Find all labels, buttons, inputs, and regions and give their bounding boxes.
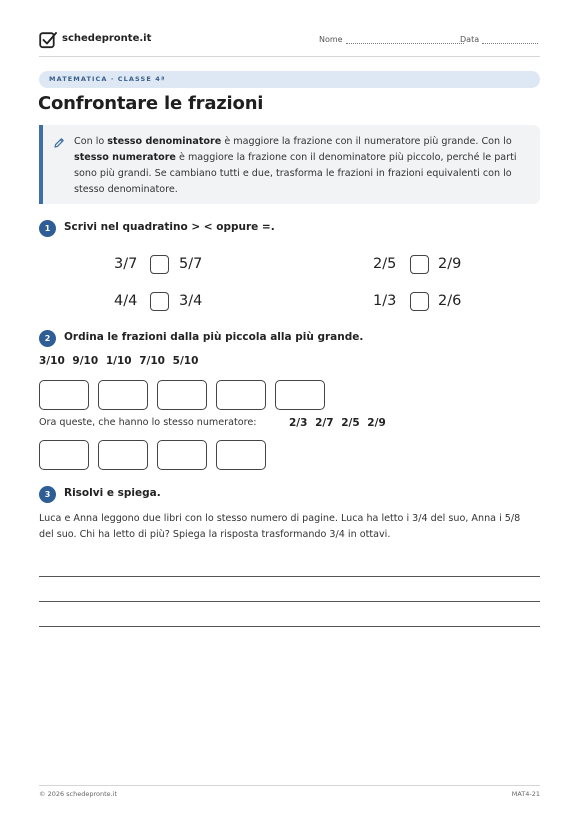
- subject-pill: MATEMATICA · CLASSE 4ª: [39, 71, 540, 88]
- answer-box[interactable]: [39, 380, 89, 410]
- pencil-icon: [53, 137, 65, 149]
- fraction-left: 2/5: [373, 256, 397, 272]
- page-title: Confrontare le frazioni: [38, 93, 264, 114]
- header-divider: [39, 56, 540, 57]
- answer-box[interactable]: [98, 380, 148, 410]
- answer-box[interactable]: [275, 380, 325, 410]
- answer-box[interactable]: [216, 380, 266, 410]
- fraction-right: 5/7: [179, 256, 203, 272]
- exercise-number-2: 2: [39, 330, 56, 347]
- fraction-right: 2/9: [438, 256, 462, 272]
- date-field[interactable]: Data: [460, 35, 538, 44]
- fraction-sequence-1: 3/10 9/10 1/10 7/10 5/10: [39, 355, 199, 367]
- answer-box[interactable]: [98, 440, 148, 470]
- writing-line[interactable]: [39, 576, 540, 577]
- compare-box[interactable]: [150, 255, 169, 274]
- exercise-2-title: Ordina le frazioni dalla più piccola alla più grande.: [64, 331, 364, 343]
- compare-box[interactable]: [150, 292, 169, 311]
- fraction-left: 1/3: [373, 293, 397, 309]
- fraction-right: 3/4: [179, 293, 203, 309]
- footer-code: MAT4-21: [511, 790, 540, 798]
- answer-box[interactable]: [157, 440, 207, 470]
- fraction-sequence-2: 2/3 2/7 2/5 2/9: [289, 417, 386, 429]
- info-text: Con lo stesso denominatore è maggiore la frazione con il numeratore più grande. Con lo stesso numeratore è maggiore la frazione con il denominatore più piccolo, perché le parti sono più grandi. Se cambiano tutti e due, trasforma le frazioni in frazioni equivalenti con lo stesso denominatore.: [74, 136, 517, 195]
- fraction-left: 4/4: [114, 293, 138, 309]
- exercise-1-title: Scrivi nel quadratino > < oppure =.: [64, 221, 275, 233]
- fraction-left: 3/7: [114, 256, 138, 272]
- problem-text: Luca e Anna leggono due libri con lo stesso numero di pagine. Luca ha letto i 3/4 del suo, Anna i 5/8 del suo. Chi ha letto di più? Spiega la risposta trasformando 3/4 in ottavi.: [39, 513, 521, 540]
- footer-copyright: © 2026 schedepronte.it: [39, 790, 118, 798]
- brand-name: schedepronte.it: [62, 33, 152, 44]
- exercise-number-1: 1: [39, 220, 56, 237]
- exercise-number-3: 3: [39, 486, 56, 503]
- footer-divider: [39, 785, 540, 786]
- fraction-right: 2/6: [438, 293, 462, 309]
- answer-box[interactable]: [157, 380, 207, 410]
- answer-box[interactable]: [216, 440, 266, 470]
- compare-box[interactable]: [410, 292, 429, 311]
- writing-line[interactable]: [39, 626, 540, 627]
- compare-box[interactable]: [410, 255, 429, 274]
- same-numerator-text: Ora queste, che hanno lo stesso numeratore:: [39, 417, 257, 428]
- writing-line[interactable]: [39, 601, 540, 602]
- exercise-3-title: Risolvi e spiega.: [64, 487, 161, 499]
- answer-box[interactable]: [39, 440, 89, 470]
- name-field[interactable]: Nome: [319, 35, 464, 44]
- checkbox-logo-icon: [39, 31, 57, 49]
